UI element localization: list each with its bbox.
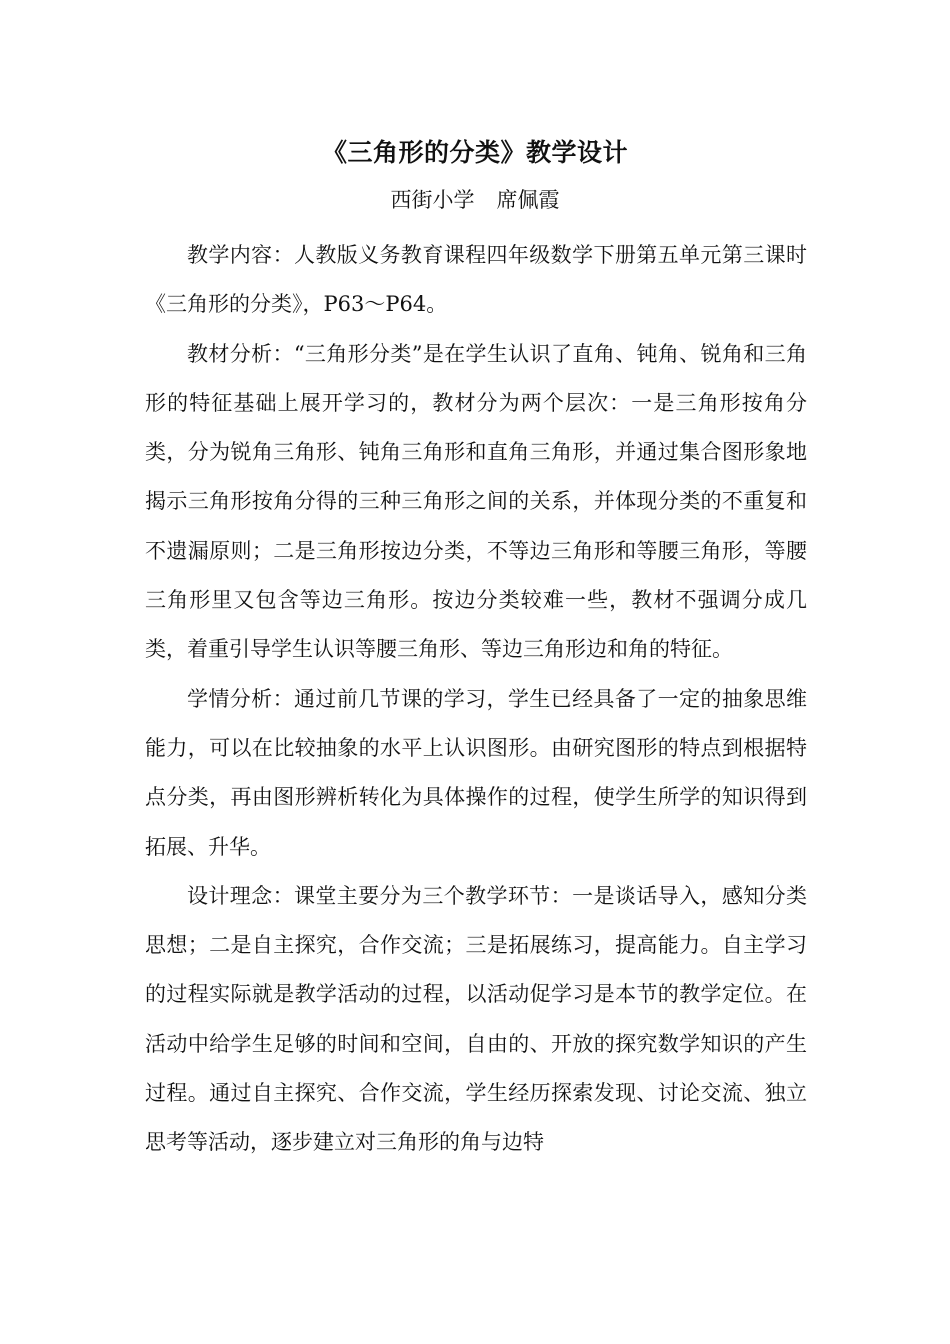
document-title: 《三角形的分类》教学设计 <box>321 138 628 167</box>
author-line <box>0 184 950 216</box>
paragraph-material-analysis: 教材分析：“三角形分类”是在学生认识了直角、钝角、锐角和三角形的特征基础上展开学习的，教材分为两个层次：一是三角形按角分类，分为锐角三角形、钝角三角形和直角三角形，并通过集合图形象地揭示三角形按角分得的三种三角形之间的关系，并体现分类的不重复和不遗漏原则；二是三角形按边分类，不等边三角形和等腰三角形，等腰三角形里又包含等边三角形。按边分类较难一些，教材不强调分成几类，着重引导学生认识等腰三角形、等边三角形边和角的特征。 <box>145 341 807 662</box>
document-body <box>145 231 807 1168</box>
author-school: 西街小学 <box>390 188 475 212</box>
author-name: 席佩霞 <box>496 188 560 212</box>
paragraph-teaching-content: 教学内容：人教版义务教育课程四年级数学下册第五单元第三课时《三角形的分类》，P63～P64。 <box>145 243 807 317</box>
paragraph-design-concept: 设计理念：课堂主要分为三个教学环节：一是谈话导入，感知分类思想；二是自主探究，合作交流；三是拓展练习，提高能力。自主学习的过程实际就是教学活动的过程，以活动促学习是本节的教学定位。在活动中给学生足够的时间和空间，自由的、开放的探究数学知识的产生过程。通过自主探究、合作交流，学生经历探索发现、讨论交流、独立思考等活动，逐步建立对三角形的角与边特 <box>145 883 807 1155</box>
paragraph-student-analysis: 学情分析：通过前几节课的学习，学生已经具备了一定的抽象思维能力，可以在比较抽象的水平上认识图形。由研究图形的特点到根据特点分类，再由图形辨析转化为具体操作的过程，使学生所学的知识得到拓展、升华。 <box>145 686 807 859</box>
